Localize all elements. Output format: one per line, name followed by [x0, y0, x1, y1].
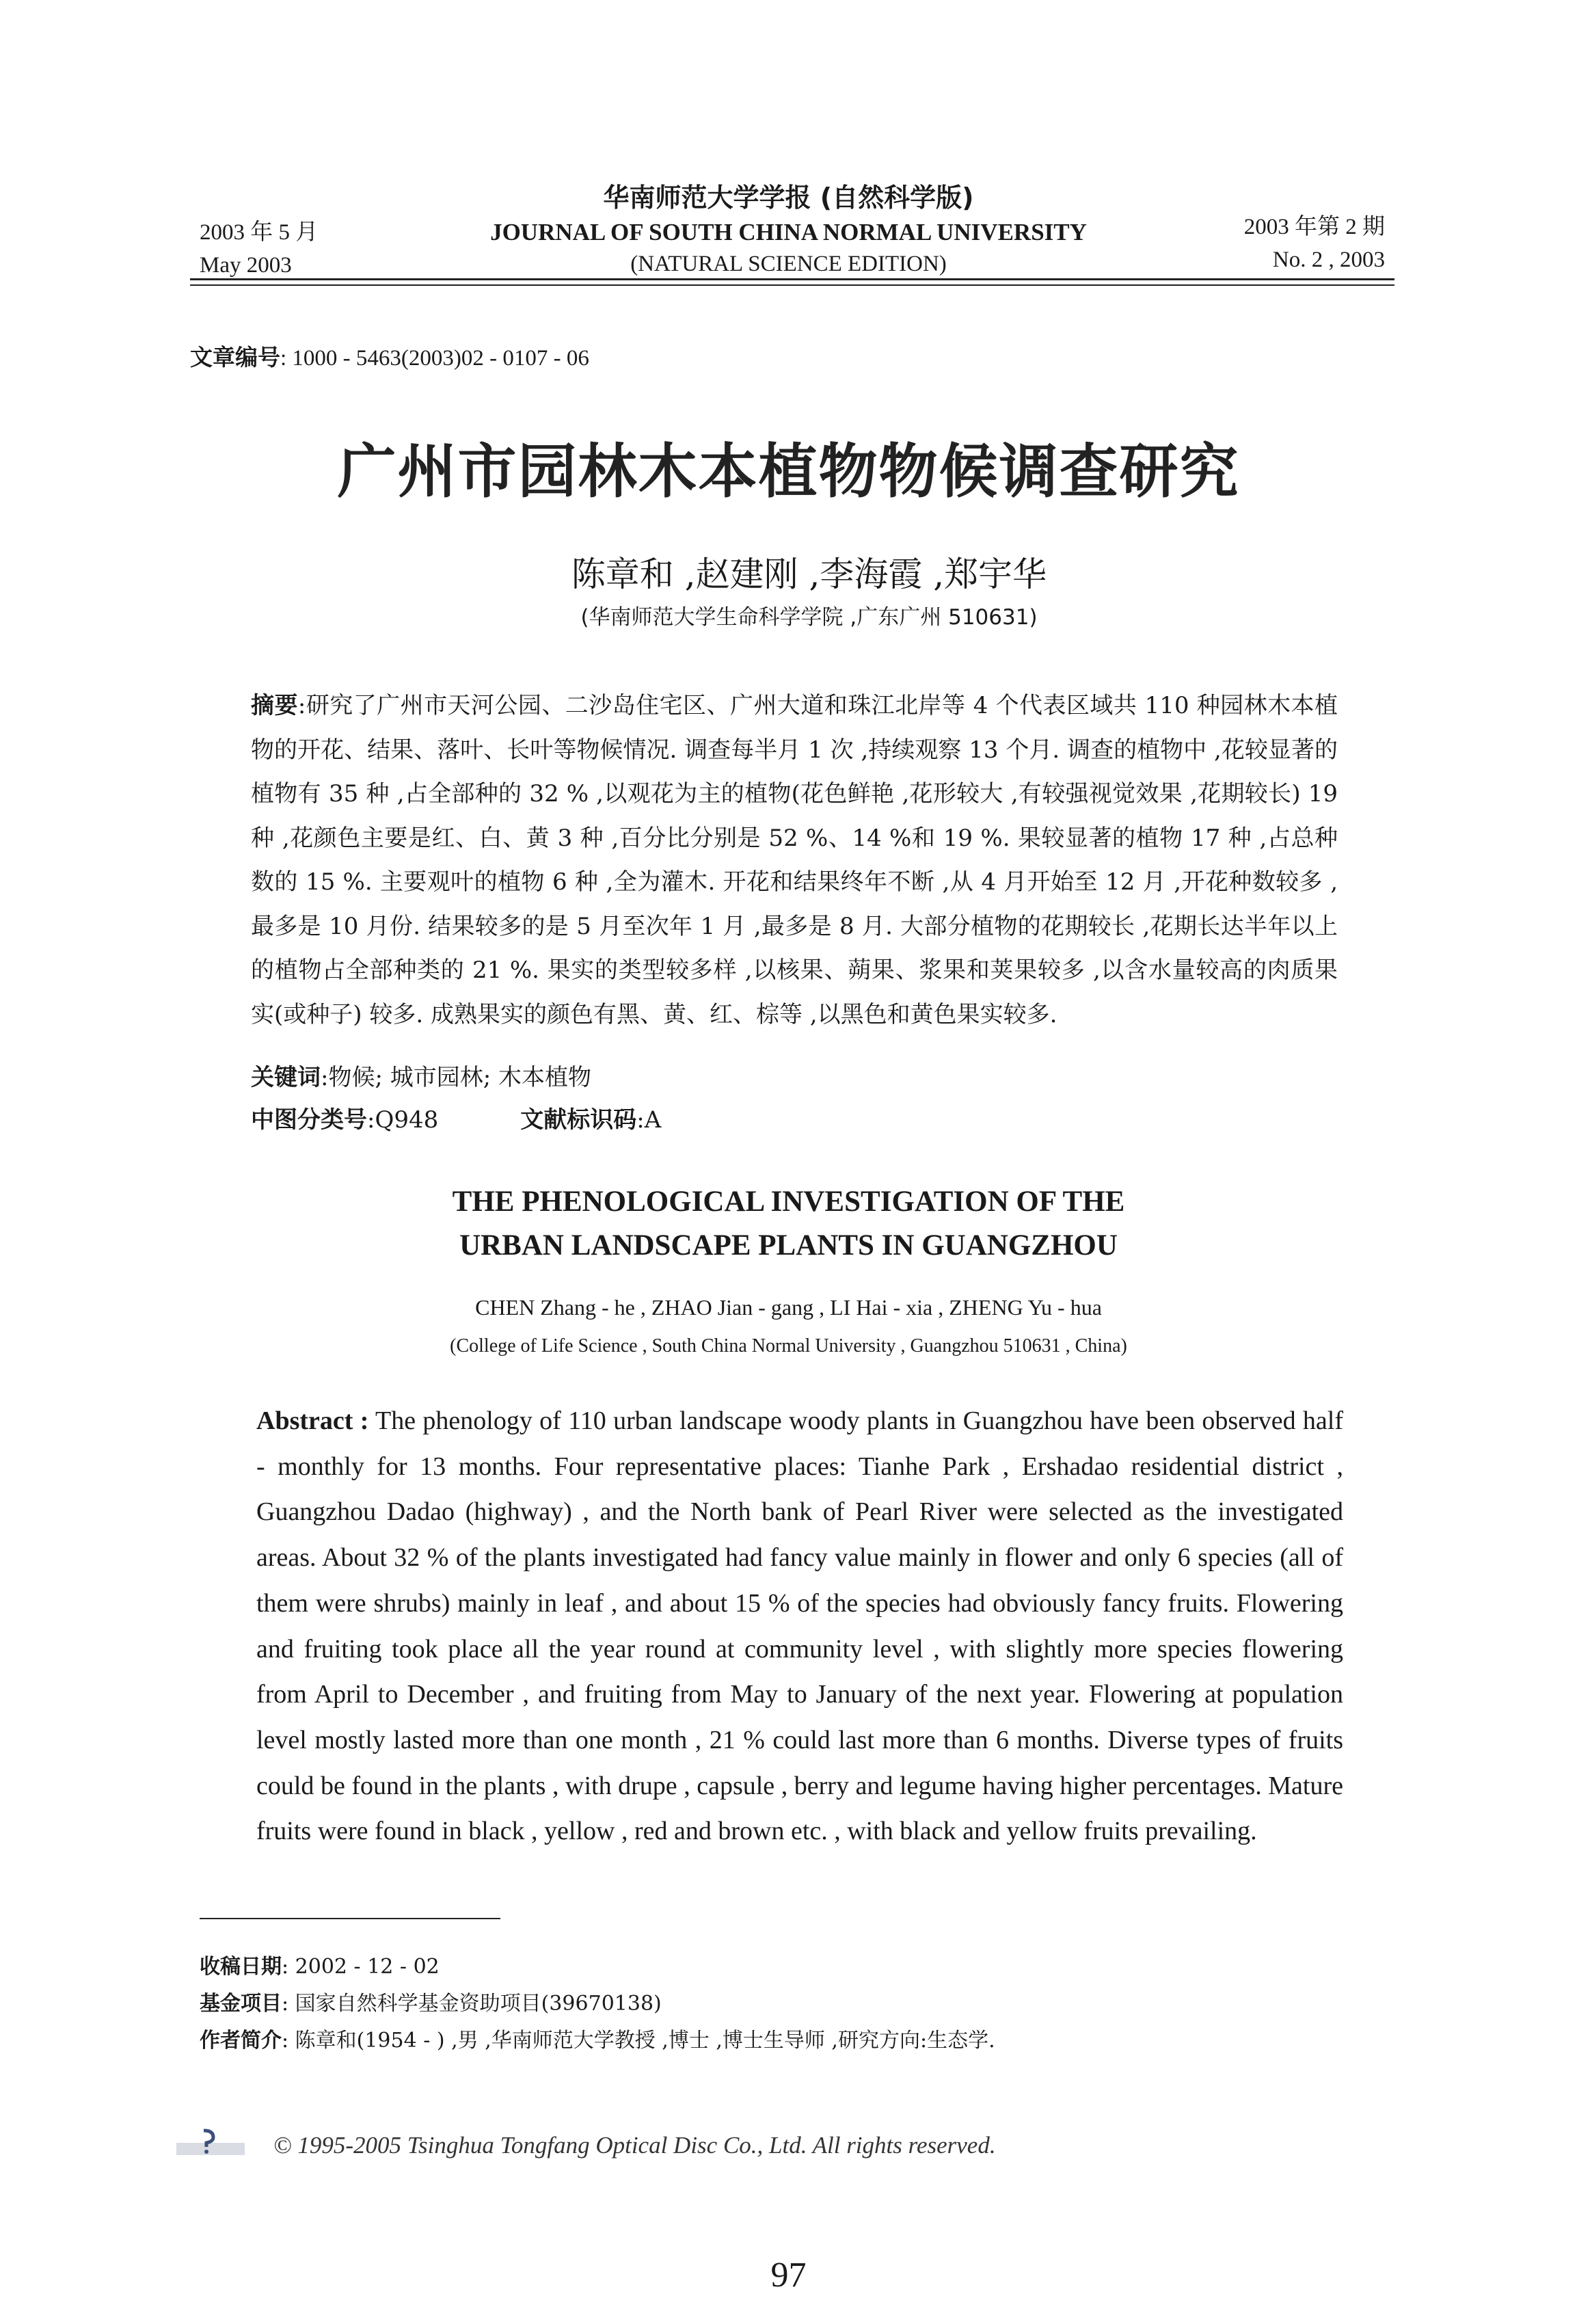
keywords-text: :物候; 城市园林; 木本植物	[321, 1064, 591, 1091]
doc-code-label: 文献标识码	[520, 1106, 637, 1134]
english-affiliation: (College of Life Science , South China Normal University , Guangzhou 510631 , China)	[450, 1335, 1127, 1357]
received-date	[200, 1949, 995, 1986]
author-bio-label: 作者简介	[200, 2029, 282, 2053]
fund	[200, 1986, 995, 2022]
english-authors: CHEN Zhang - he , ZHAO Jian - gang , LI Hai - xia , ZHENG Yu - hua	[475, 1295, 1102, 1320]
header-date-cn: 2003 年 5 月	[200, 220, 319, 245]
abstract-cn	[251, 684, 1338, 1037]
abstract-cn-text: :研究了广州市天河公园、二沙岛住宅区、广州大道和珠江北岸等 4 个代表区域共 110 种园林木本植物的开花、结果、落叶、长叶等物候情况. 调查每半月 1 次 ,持续观察 13 个月. 调查的植物中 ,花较显著的植物有 35 种 ,占全部种的 32 % ,以观花为主的植物(花色鲜艳 ,花形较大 ,有较强视觉效果 ,花期较长) 19 种 ,花颜色主要是红、白、黄 3 种 ,百分比分别是 52 %、14 %和 19 %. 果较显著的植物 17 种 ,占总种数的 15 %. 主要观叶的植物 6 种 ,全为灌木. 开花和结果终年不断 ,从 4 月开始至 12 月 ,开花种数较多 ,最多是 10 月份. 结果较多的是 5 月至次年 1 月 ,最多是 8 月. 大部分植物的花期较长 ,花期长达半年以上的植物占全部种类的 21 %. 果实的类型较多样 ,以核果、蒴果、浆果和荚果较多 ,以含水量较高的肉质果实(或种子) 较多. 成熟果实的颜色有黑、黄、红、棕等 ,以黑色和黄色果实较多.	[251, 692, 1338, 1028]
header-date-en: May 2003	[200, 253, 292, 278]
clc-label: 中图分类号	[251, 1106, 367, 1134]
header-rule-top	[190, 278, 1394, 280]
authors: 陈章和 ,赵建刚 ,李海霞 ,郑宇华	[571, 555, 1047, 594]
english-title-line1: THE PHENOLOGICAL INVESTIGATION OF THE	[452, 1186, 1125, 1218]
abstract-en-text: The phenology of 110 urban landscape woody plants in Guangzhou have been observed half - monthly for 13 months. Four representative places: Tianhe Park , Ershadao residential district , Guangzhou Dadao (highway) , and the North bank of Pearl River were selected as the investigated areas. About 32 % of the plants investigated had fancy value mainly in flower and only 6 species (all of them were shrubs) mainly in leaf , and about 15 % of the species had obviously fancy fruits. Flowering and fruiting took place all the year round at community level , with slightly more species flowering from April to December , and fruiting from May to January of the next year. Flowering at population level mostly lasted more than one month , 21 % could last more than 6 months. Diverse types of fruits could be found in the plants , with drupe , capsule , berry and legume having higher percentages. Mature fruits were found in black , yellow , red and brown etc. , with black and yellow fruits prevailing.	[256, 1406, 1343, 1846]
journal-name-cn: 华南师范大学学报 (自然科学版)	[603, 183, 974, 213]
footnote-rule	[200, 1918, 500, 1919]
received-label: 收稿日期	[200, 1955, 282, 1979]
header-issue-right	[1244, 211, 1385, 276]
article-number-value: : 1000 - 5463(2003)02 - 0107 - 06	[280, 346, 589, 371]
article-number-label: 文章编号	[190, 344, 280, 371]
english-title-line2: URBAN LANDSCAPE PLANTS IN GUANGZHOU	[459, 1229, 1118, 1261]
fund-label: 基金项目	[200, 1992, 282, 2016]
fund-value: : 国家自然科学基金资助项目(39670138)	[282, 1992, 662, 2016]
publisher-logo-icon	[176, 2128, 245, 2159]
footnotes	[200, 1949, 995, 2059]
header-issue-cn: 2003 年第 2 期	[1243, 215, 1385, 239]
classification	[251, 1099, 661, 1141]
header-rule-bottom	[190, 284, 1394, 286]
header-issue-en: No. 2 , 2003	[1272, 248, 1385, 272]
author-bio	[200, 2022, 995, 2059]
english-title	[0, 1180, 1577, 1268]
doc-code-value: :A	[636, 1106, 662, 1134]
keywords	[251, 1056, 591, 1099]
journal-edition-en: (NATURAL SCIENCE EDITION)	[630, 252, 947, 276]
affiliation: (华南师范大学生命科学学院 ,广东广州 510631)	[580, 605, 1038, 630]
clc-value: :Q948	[367, 1106, 439, 1134]
keywords-label: 关键词	[251, 1064, 321, 1091]
paper-title: 广州市园林木本植物物候调查研究	[337, 438, 1240, 506]
copyright-notice: © 1995-2005 Tsinghua Tongfang Optical Disc Co., Ltd. All rights reserved.	[273, 2132, 996, 2159]
page-number: 97	[770, 2256, 807, 2295]
article-number	[190, 340, 589, 372]
abstract-en	[256, 1398, 1343, 1854]
abstract-en-label: Abstract :	[256, 1406, 369, 1435]
author-bio-value: : 陈章和(1954 - ) ,男 ,华南师范大学教授 ,博士 ,博士生导师 ,研究方向:生态学.	[282, 2029, 995, 2053]
abstract-cn-label: 摘要	[251, 692, 298, 719]
received-value: : 2002 - 12 - 02	[282, 1955, 440, 1979]
journal-name-en: JOURNAL OF SOUTH CHINA NORMAL UNIVERSITY	[490, 219, 1087, 245]
